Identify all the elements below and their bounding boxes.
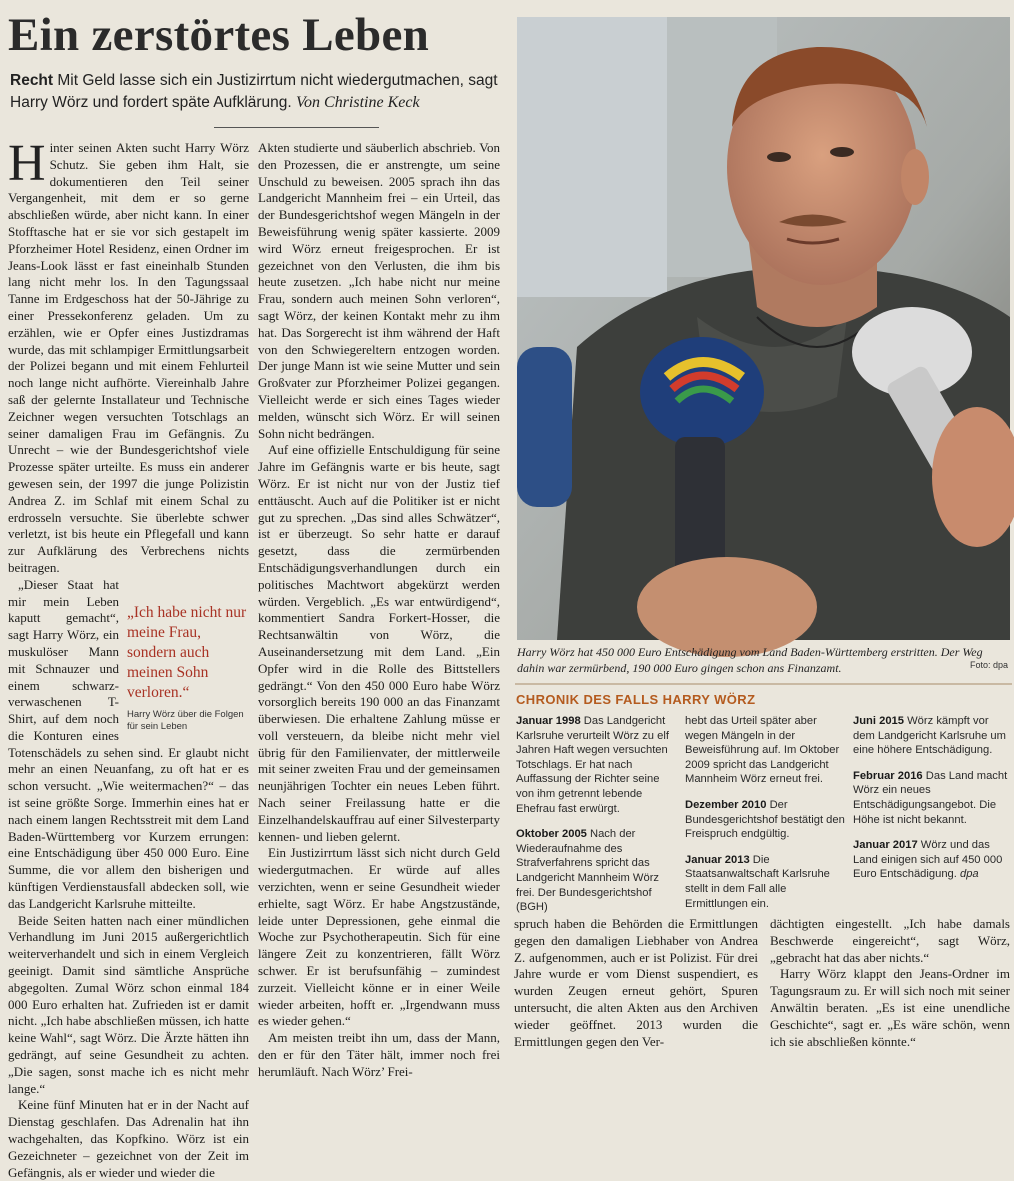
- chronik-text: Das Landgericht Karlsruhe verurteilt Wörz zu elf Jahren Haft wegen versuchten Totschlags. Er hat nach Auffassung der Richter seine von ihm getrennt lebende Ehefrau fast erwürgt.: [516, 715, 669, 815]
- article-paragraph: dächtigten eingestellt. „Ich habe damals Beschwerde eingereicht“, sagt Wörz, „gebracht hat das aber nichts.“: [770, 916, 1010, 965]
- drop-cap: H: [8, 135, 46, 192]
- article-paragraph: Akten studierte und säuberlich abschrieb. Von den Prozessen, die er anstrengte, um seine Unschuld zu beweisen. 2005 sprach ihn das Landgericht Mannheim frei – ein Urteil, das der Bundesgerichtshof wegen Mängeln in der Beweisführung wenig später kassierte. 2009 wird Wörz erneut freigesprochen. Er ist gezeichnet von den Verlusten, die ihm bis heute zusetzen. „Ich habe nicht nur meine Frau, sondern auch meinen Sohn verloren“, sagt Wörz, der keinen Kontakt mehr zu ihm hat. Das Sorgerecht ist ihm während der Haft von den Schwiegereltern entzogen worden. Der junge Mann ist wie seine Mutter und sein Großvater zur Pforzheimer Polizei gegangen. Vielleicht werde er sich eines Tages wieder melden, wünscht sich Wörz. Er will seinen Sohn nicht bedrängen.: [258, 140, 500, 441]
- chronik-date: Juni 2015: [853, 715, 904, 727]
- article-paragraph: „Dieser Staat hat mir mein Leben kaputt gemacht“, sagt Harry Wörz, ein muskulöser Mann mit Schnauzer und einem schwarz-verwaschenen T-Shirt, auf dem noch die Konturen eines Totenschädels zu sehen sind. Er glaubt nicht mehr an einen Neuanfang, zu oft hat er es schon versucht. „Wie weitermachen?“ – das ist seine größte Sorge. Immerhin eines hat er nach einem langen Rechtsstreit mit dem Land Baden-Württemberg vor Kurzem errungen: eine Entschädigung über 450 000 Euro. Eine Summe, die vor allem den bisherigen und künftigen Verdienstausfall abdecken soll, wie das Landgericht Karlsruhe mitteilte.: [8, 576, 249, 911]
- chronik-divider: [515, 683, 1012, 685]
- chronik-entry: [685, 853, 847, 911]
- chronik-entry: [516, 827, 678, 915]
- article-paragraph: Keine fünf Minuten hat er in der Nacht auf Dienstag geschlafen. Das Adrenalin hat ihn wachgehalten, das Kopfkino. Wörz ist ein Gezeichneter – gezeichnet von der Zeit im Gefängnis, als er wieder und wieder die: [8, 1097, 249, 1180]
- chronik-text: Wörz kämpft vor dem Landgericht Karlsruhe um eine höhere Entschädigung.: [853, 715, 1006, 757]
- press-photo: [517, 17, 1010, 640]
- chronik-title: CHRONIK DES FALLS HARRY WÖRZ: [516, 692, 756, 707]
- article-paragraph: spruch haben die Behörden die Ermittlungen gegen den damaligen Liebhaber von Andrea Z. aufgenommen, auch er ist Polizist. Für drei Jahre wurde er vom Dienst suspendiert, es wurden Zeugen erneut gehört, Spuren untersucht, die alten Akten aus den Archiven wieder geöffnet. 2013 wurden die Ermittlungen gegen den Ver-: [514, 916, 758, 1049]
- chronik-text: Nach der Wiederaufnahme des Strafverfahrens spricht das Landgericht Mannheim Wörz frei. Der Bundesgerichtshof (BGH): [516, 828, 660, 914]
- pull-quote-text: „Ich habe nicht nur meine Frau, sondern auch meinen Sohn verloren.“: [127, 603, 247, 701]
- chronik-column-2: [685, 714, 847, 910]
- chronik-entry: [685, 714, 847, 787]
- chronik-text: hebt das Urteil später aber wegen Mängeln in der Beweisführung auf. Im Oktober 2009 spricht das Landgericht Mannheim Wörz erneut frei.: [685, 715, 840, 786]
- kicker: Recht: [10, 72, 54, 89]
- article-column-1: [8, 135, 249, 1180]
- chronik-text: Das Land macht Wörz ein neues Entschädigungsangebot. Die Höhe ist nicht bekannt.: [853, 769, 1008, 826]
- chronik-column-3: [853, 714, 1013, 904]
- chronik-entry: [853, 838, 1013, 882]
- chronik-date: Februar 2016: [853, 769, 923, 782]
- deck-divider: [214, 127, 379, 128]
- article-paragraph: Auf eine offizielle Entschuldigung für seine Jahre im Gefängnis warte er bis heute, sagt Wörz. Er ist nicht nur von der Justiz tief enttäuscht. Auch auf die Politiker ist er nicht gut zu sprechen. „Das sind alles Schwätzer“, ist er überzeugt. So sehr hatte er darauf gesetzt, dass die zermürbenden Entschädigungsverhandlungen durch ein politisches Machtwort abgekürzt werden würden. Vergeblich. „Es war entwürdigend“, kommentiert Sandra Forkert-Hosser, die Rechtsanwältin von Wörz, die Auseinandersetzung mit dem Land. „Ein Opfer wird in die Rolle des Bittstellers gedrängt.“ Von den 450 000 Euro habe Wörz vorsorglich bereits 190 000 an das Finanzamt überwiesen. Die erhaltene Zahlung müsse er voll versteuern, da bleibe nicht mehr viel übrig für den Familienvater, der mittlerweile mit seiner zweiten Frau und der gemeinsamen neunjährigen Tochter ein neues Leben führt. Nach seiner Freilassung hatte er die Einzelhandelskauffrau auf einer Silvesterparty kennen- und lieben gelernt.: [258, 442, 500, 844]
- article-column-3: [514, 916, 758, 1049]
- chronik-date: Januar 1998: [516, 715, 581, 727]
- headline: Ein zerstörtes Leben: [8, 9, 430, 61]
- chronik-date: Januar 2013: [685, 853, 750, 866]
- article-paragraph: [8, 135, 249, 577]
- chronik-agency: dpa: [959, 868, 979, 881]
- paragraph-text: inter seinen Akten sucht Harry Wörz Schutz. Sie geben ihm Halt, sie dokumentieren den Teil seiner Vergangenheit, mit dem er so gerne abschließen würde, aber nicht kann. In einer Stofftasche hat er sie vor sich gestapelt im Pforzheimer Hotel Residenz, einen Ordner im Jeans-Look lässt er fast eineinhalb Stunden lang nicht mehr los. In den Tagungssaal Tanne im Erdgeschoss hat der 50-Jährige zu einer Pressekonferenz geladen. Um zu erzählen, wie er Opfer eines Justizdramas wurde, das mit schlampiger Ermittlungsarbeit der Polizei begann und mit einem Fehlurteil noch lange nicht aufhörte. Viereinhalb Jahre saß der gelernte Installateur und Technische Zeichner wegen versuchten Totschlags an seiner damaligen Frau im Gefängnis. Zu Unrecht – wie der Bundesgerichtshof viele Prozesse später urteilte. Es muss ein anderer gewesen sein, der 1997 die junge Polizistin Andrea Z. im Schlaf mit einem Schal zu erdrosseln versuchte. Sie überlebte schwer verletzt, ist bis heute ein Pflegefall und kann zur Aufklärung des Verbrechens nichts beitragen.: [8, 140, 249, 575]
- photo-illustration: [517, 17, 1010, 640]
- chronik-text: Die Staatsanwaltschaft Karlsruhe stellt in dem Fall alle Ermittlungen ein.: [685, 853, 830, 910]
- pull-quote: [127, 603, 249, 733]
- article-paragraph: Am meisten treibt ihn um, dass der Mann, den er für den Täter hält, immer noch frei herumläuft. Nach Wörz’ Frei-: [258, 1030, 500, 1079]
- chronik-entry: [516, 714, 678, 816]
- chronik-text: Wörz und das Land einigen sich auf 450 000 Euro Entschädigung.: [853, 839, 1003, 881]
- chronik-entry: [853, 714, 1013, 758]
- chronik-entry: [853, 769, 1013, 827]
- chronik-date: Dezember 2010: [685, 798, 767, 811]
- article-paragraph: Harry Wörz klappt den Jeans-Ordner im Tagungsraum zu. Er will sich noch mit seiner Anwältin beraten. „Es ist eine unendliche Geschichte“, sagt er. „Es wäre schön, wenn ich sie abschließen könnte.“: [770, 966, 1010, 1049]
- chronik-date: Januar 2017: [853, 839, 918, 852]
- article-column-2: [258, 140, 500, 1079]
- chronik-text: Der Bundesgerichtshof bestätigt den Freispruch endgültig.: [685, 798, 845, 841]
- byline: Von Christine Keck: [296, 94, 420, 111]
- article-paragraph: Ein Justizirrtum lässt sich nicht durch Geld wiedergutmachen. Er würde auf alles verzichten, wenn er seine Gesundheit wieder erhielte, sagt Wörz. Er habe Angstzustände, leide unter Depressionen, gehe einmal die Woche zur Psychotherapeutin. Sich für eine längere Zeit zu konzentrieren, fällt Wörz schwer. Er ist berufsunfähig – zumindest zurzeit. Vielleicht könne er in einer Weile wieder arbeiten, hofft er. „Irgendwann muss es wieder gehen.“: [258, 845, 500, 1029]
- pull-quote-source: Harry Wörz über die Folgen für sein Leben: [127, 708, 244, 732]
- deck-text: Mit Geld lasse sich ein Justizirrtum nicht wiedergutmachen, sagt Harry Wörz und fordert späte Aufklärung.: [10, 72, 498, 111]
- article-column-4: [770, 916, 1010, 1049]
- photo-caption: Harry Wörz hat 450 000 Euro Entschädigung vom Land Baden-Württemberg erstritten. Der Weg dahin war zermürbend, 190 000 Euro gingen schon ans Finanzamt.: [517, 645, 983, 675]
- deck: [10, 70, 505, 114]
- article-paragraph: Beide Seiten hatten nach einer mündlichen Verhandlung im Juni 2015 außergerichtlich weiterverhandelt und sich in einem Vergleich geeinigt. Damit sind sämtliche Ansprüche abgegolten. Zumal Wörz schon einmal 184 000 Euro erhalten hat. Zufrieden ist er damit nicht. „Ich habe abschließen müssen, ich hatte keine Wahl“, sagt Wörz. Die Ärzte hätten ihn gedrängt, auf seine Gesundheit zu achten. „Die sagen, sonst mache ich es nicht mehr lange.“: [8, 912, 249, 1096]
- photo-credit: Foto: dpa: [970, 660, 1009, 670]
- chronik-date: Oktober 2005: [516, 828, 587, 841]
- chronik-entry: [685, 798, 847, 842]
- chronik-column-1: [516, 714, 678, 914]
